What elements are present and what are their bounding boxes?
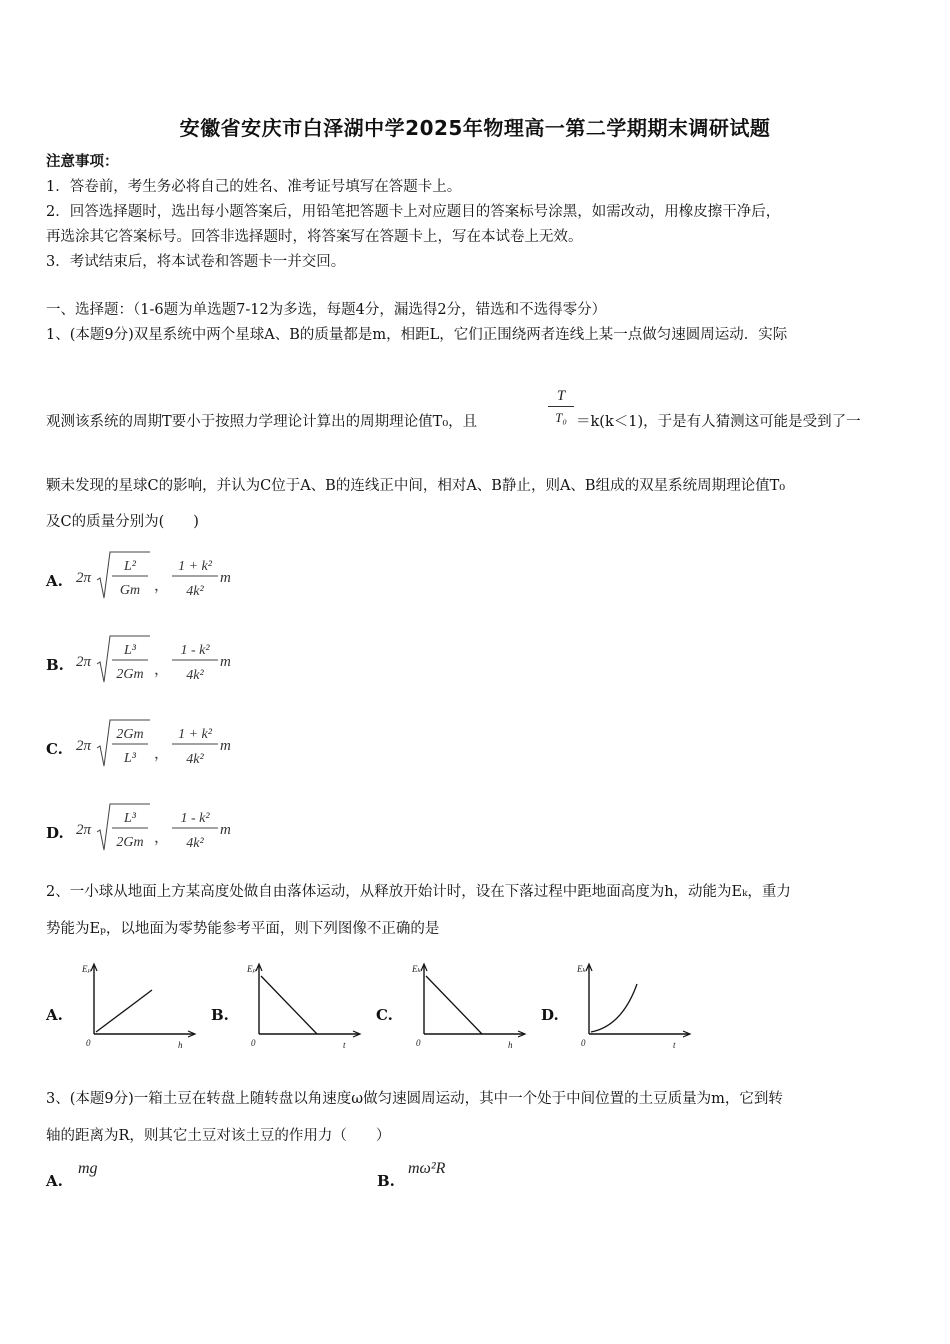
root-denominator: 2Gm xyxy=(116,667,144,682)
root-numerator: L² xyxy=(124,559,136,574)
option-label: B. xyxy=(46,656,64,674)
q1-frac-denominator: T₀ xyxy=(555,410,567,425)
comma-separator: ， xyxy=(154,578,170,594)
q1-frac-numerator: T xyxy=(556,388,566,404)
two-pi-prefix: 2π xyxy=(76,570,92,586)
graph-curve xyxy=(591,984,637,1032)
option-formula xyxy=(74,632,274,696)
origin-label: 0 xyxy=(251,1038,256,1048)
two-pi-prefix: 2π xyxy=(76,822,92,838)
q1-line4: 及C的质量分别为( ) xyxy=(46,514,199,530)
q3-line2: 轴的距离为R，则其它土豆对该土豆的作用力（ ） xyxy=(46,1128,391,1144)
notice-item-3: 3．考试结束后，将本试卷和答题卡一并交回。 xyxy=(46,254,346,270)
origin-label: 0 xyxy=(86,1038,91,1048)
mass-denominator: 4k² xyxy=(186,752,204,767)
mass-symbol: m xyxy=(220,738,231,754)
mass-numerator: 1 + k² xyxy=(178,559,212,574)
mass-symbol: m xyxy=(220,654,231,670)
q3-option-a-label: A. xyxy=(46,1172,63,1190)
y-axis-label: Eₚ xyxy=(82,964,92,974)
q2-graph-d xyxy=(577,956,697,1056)
q3-option-b-value: mω²R xyxy=(408,1160,446,1177)
y-axis-label: Eₖ xyxy=(412,964,421,974)
two-pi-prefix: 2π xyxy=(76,738,92,754)
x-axis-label: t xyxy=(343,1040,346,1050)
y-axis-label: Eₚ xyxy=(247,964,257,974)
comma-separator: ， xyxy=(154,830,170,846)
x-axis-label: h xyxy=(508,1040,513,1050)
mass-numerator: 1 - k² xyxy=(180,643,210,658)
mass-symbol: m xyxy=(220,822,231,838)
q2-option-d-label: D. xyxy=(541,1006,559,1024)
q1-ratio-fraction xyxy=(548,386,574,429)
q3-option-a-value: mg xyxy=(78,1160,98,1177)
option-formula xyxy=(74,800,274,864)
root-denominator: 2Gm xyxy=(116,835,144,850)
mass-symbol: m xyxy=(220,570,231,586)
q2-option-c-label: C. xyxy=(376,1006,393,1024)
q1-option-a xyxy=(0,548,400,612)
q1-line2 xyxy=(46,412,477,432)
q2-line2: 势能为Eₚ，以地面为零势能参考平面，则下列图像不正确的是 xyxy=(46,921,440,937)
q1-option-d xyxy=(0,800,400,864)
x-axis-label: h xyxy=(178,1040,183,1050)
root-numerator: L³ xyxy=(124,643,136,658)
notice-heading: 注意事项： xyxy=(46,153,119,170)
q2-option-b-label: B. xyxy=(211,1006,229,1024)
mass-denominator: 4k² xyxy=(186,836,204,851)
q1-option-b xyxy=(0,632,400,696)
root-numerator: L³ xyxy=(124,811,136,826)
two-pi-prefix: 2π xyxy=(76,654,92,670)
page-title: 安徽省安庆市白泽湖中学2025年物理高一第二学期期末调研试题 xyxy=(179,116,771,140)
mass-numerator: 1 - k² xyxy=(180,811,210,826)
option-label: D. xyxy=(46,824,64,842)
q3-option-b-label: B. xyxy=(377,1172,395,1190)
notice-item-2: 2．回答选择题时，选出每小题答案后，用铅笔把答题卡上对应题目的答案标号涂黑，如需改动，用橡皮擦干净后， xyxy=(46,204,781,220)
mass-denominator: 4k² xyxy=(186,584,204,599)
q2-graph-a xyxy=(82,956,202,1056)
graph-curve xyxy=(426,976,482,1034)
mass-numerator: 1 + k² xyxy=(178,727,212,742)
comma-separator: ， xyxy=(154,746,170,762)
root-denominator: Gm xyxy=(119,583,141,598)
q2-graph-c xyxy=(412,956,532,1056)
graph-curve xyxy=(261,976,317,1034)
notice-item-1: 1．答卷前，考生务必将自己的姓名、准考证号填写在答题卡上。 xyxy=(46,179,462,195)
q1-line2-text-b: ＝k(k＜1)，于是有人猜测这可能是受到了一 xyxy=(576,414,861,430)
option-label: C. xyxy=(46,740,63,758)
y-axis-label: Eₖ xyxy=(577,964,586,974)
q1-line1: 1、(本题9分)双星系统中两个星球A、B的质量都是m，相距L，它们正围绕两者连线上某一点做匀速圆周运动．实际 xyxy=(46,327,788,343)
q1-line2-text-a: 观测该系统的周期T要小于按照力学理论计算出的周期理论值T₀，且 xyxy=(46,414,478,430)
option-formula xyxy=(74,716,274,780)
option-formula xyxy=(74,548,274,612)
option-label: A. xyxy=(46,572,63,590)
mass-denominator: 4k² xyxy=(186,668,204,683)
q2-option-a-label: A. xyxy=(46,1006,63,1024)
origin-label: 0 xyxy=(416,1038,421,1048)
comma-separator: ， xyxy=(154,662,170,678)
graph-curve xyxy=(96,990,152,1032)
x-axis-label: t xyxy=(673,1040,676,1050)
root-numerator: 2Gm xyxy=(116,727,144,742)
q1-option-c xyxy=(0,716,400,780)
notice-item-2-cont: 再选涂其它答案标号。回答非选择题时，将答案写在答题卡上，写在本试卷上无效。 xyxy=(46,229,583,245)
q1-line3: 颗未发现的星球C的影响，并认为C位于A、B的连线正中间，相对A、B静止，则A、B组成的双星系统周期理论值T₀ xyxy=(46,478,786,494)
q3-line1: 3、(本题9分)一箱土豆在转盘上随转盘以角速度ω做匀速圆周运动，其中一个处于中间位置的土豆质量为m，它到转 xyxy=(46,1091,783,1107)
root-denominator: L³ xyxy=(124,751,136,766)
q2-graph-b xyxy=(247,956,367,1056)
q2-line1: 2、一小球从地面上方某高度处做自由落体运动，从释放开始计时，设在下落过程中距地面高度为h，动能为Eₖ，重力 xyxy=(46,884,791,900)
section-heading: 一、选择题：（1-6题为单选题7-12为多选，每题4分，漏选得2分，错选和不选得零分） xyxy=(46,302,607,318)
origin-label: 0 xyxy=(581,1038,586,1048)
